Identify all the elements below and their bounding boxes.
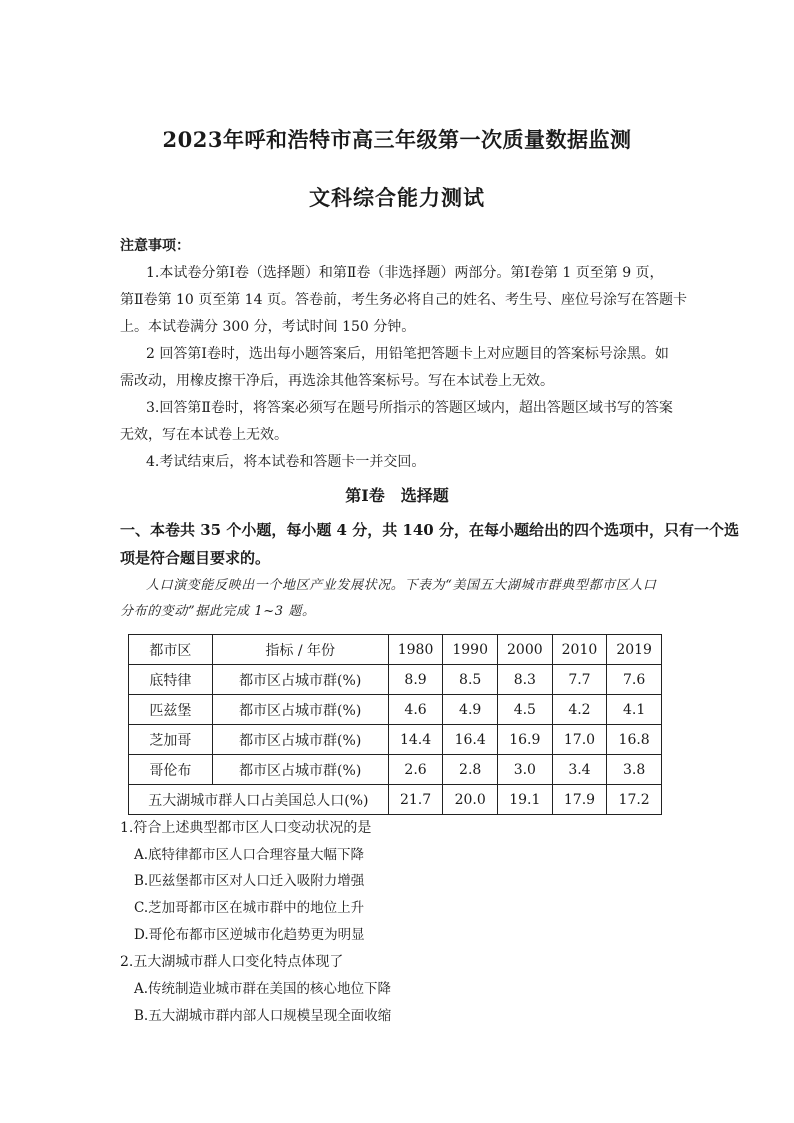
question-stem-text: 分布的变动”据此完成 1~3 题。 bbox=[120, 604, 316, 619]
notice-line: 4.考试结束后，将本试卷和答题卡一并交回。 bbox=[146, 454, 426, 470]
table-cell: 3.8 bbox=[607, 755, 662, 785]
question-1-option-a: A.底特律都市区人口合理容量大幅下降 bbox=[134, 847, 365, 863]
table-cell: 4.5 bbox=[498, 695, 553, 725]
question-1-stem: 1.符合上述典型都市区人口变动状况的是 bbox=[120, 820, 372, 836]
question-1-option-c: C.芝加哥都市区在城市群中的地位上升 bbox=[134, 900, 365, 916]
table-cell: 17.9 bbox=[552, 785, 607, 815]
table-cell: 7.6 bbox=[607, 665, 662, 695]
notice-line: 上。本试卷满分 300 分，考试时间 150 分钟。 bbox=[120, 319, 416, 335]
table-header-cell: 2000 bbox=[498, 635, 553, 665]
section-instruction: 一、本卷共 35 个小题，每小题 4 分，共 140 分，在每小题给出的四个选项中，只有一个选 bbox=[120, 521, 739, 539]
table-cell: 16.9 bbox=[498, 725, 553, 755]
table-header-cell: 1990 bbox=[443, 635, 498, 665]
table-cell: 3.4 bbox=[552, 755, 607, 785]
table-cell: 都市区占城市群(%) bbox=[212, 665, 388, 695]
table-row bbox=[129, 725, 662, 755]
question-2-option-b: B.五大湖城市群内部人口规模呈现全面收缩 bbox=[134, 1008, 392, 1024]
table-cell: 21.7 bbox=[388, 785, 443, 815]
question-2-stem: 2.五大湖城市群人口变化特点体现了 bbox=[120, 954, 344, 970]
table-cell: 芝加哥 bbox=[129, 725, 213, 755]
notice-line: 1.本试卷分第Ⅰ卷（选择题）和第Ⅱ卷（非选择题）两部分。第Ⅰ卷第 1 页至第 9 页， bbox=[146, 265, 664, 281]
table-cell: 16.4 bbox=[443, 725, 498, 755]
notice-line: 3.回答第Ⅱ卷时，将答案必须写在题号所指示的答题区域内，超出答题区域书写的答案 bbox=[146, 400, 673, 416]
section-instruction: 项是符合题目要求的。 bbox=[120, 549, 271, 567]
table-cell: 都市区占城市群(%) bbox=[212, 725, 388, 755]
table-cell: 2.8 bbox=[443, 755, 498, 785]
table-cell: 哥伦布 bbox=[129, 755, 213, 785]
table-cell: 3.0 bbox=[498, 755, 553, 785]
table-cell: 17.0 bbox=[552, 725, 607, 755]
table-cell: 19.1 bbox=[498, 785, 553, 815]
notice-heading: 注意事项： bbox=[120, 238, 190, 254]
table-row bbox=[129, 665, 662, 695]
notice-line: 2 回答第Ⅰ卷时，选出每小题答案后，用铅笔把答题卡上对应题目的答案标号涂黑。如 bbox=[146, 346, 669, 362]
table-cell: 底特律 bbox=[129, 665, 213, 695]
table-cell: 8.9 bbox=[388, 665, 443, 695]
table-cell: 14.4 bbox=[388, 725, 443, 755]
section-title: 第Ⅰ卷 选择题 bbox=[345, 486, 449, 505]
question-2-option-a: A.传统制造业城市群在美国的核心地位下降 bbox=[134, 981, 392, 997]
population-table bbox=[128, 634, 662, 815]
table-cell: 都市区占城市群(%) bbox=[212, 755, 388, 785]
table-cell: 7.7 bbox=[552, 665, 607, 695]
table-cell: 都市区占城市群(%) bbox=[212, 695, 388, 725]
notice-line: 第Ⅱ卷第 10 页至第 14 页。答卷前，考生务必将自己的姓名、考生号、座位号涂写在答题卡 bbox=[120, 292, 687, 308]
table-cell: 2.6 bbox=[388, 755, 443, 785]
question-stem-text: 人口演变能反映出一个地区产业发展状况。下表为“美国五大湖城市群典型都市区人口 bbox=[146, 578, 657, 593]
exam-title: 2023年呼和浩特市高三年级第一次质量数据监测 bbox=[162, 127, 632, 152]
notice-line: 无效，写在本试卷上无效。 bbox=[120, 427, 288, 443]
table-cell: 20.0 bbox=[443, 785, 498, 815]
table-header-cell: 1980 bbox=[388, 635, 443, 665]
table-header-cell: 指标 / 年份 bbox=[212, 635, 388, 665]
table-header-cell: 都市区 bbox=[129, 635, 213, 665]
notice-line: 需改动，用橡皮擦干净后，再选涂其他答案标号。写在本试卷上无效。 bbox=[120, 373, 554, 389]
table-cell: 4.9 bbox=[443, 695, 498, 725]
table-cell: 17.2 bbox=[607, 785, 662, 815]
table-cell: 匹兹堡 bbox=[129, 695, 213, 725]
table-row bbox=[129, 755, 662, 785]
table-cell: 4.2 bbox=[552, 695, 607, 725]
question-1-option-d: D.哥伦布都市区逆城市化趋势更为明显 bbox=[134, 927, 365, 943]
table-row bbox=[129, 695, 662, 725]
table-header-cell: 2010 bbox=[552, 635, 607, 665]
question-1-option-b: B.匹兹堡都市区对人口迁入吸附力增强 bbox=[134, 873, 365, 889]
table-header-cell: 2019 bbox=[607, 635, 662, 665]
table-header-row bbox=[129, 635, 662, 665]
exam-subtitle: 文科综合能力测试 bbox=[309, 185, 485, 210]
table-cell: 8.3 bbox=[498, 665, 553, 695]
table-cell: 4.1 bbox=[607, 695, 662, 725]
table-cell: 4.6 bbox=[388, 695, 443, 725]
table-total-label: 五大湖城市群人口占美国总人口(%) bbox=[129, 785, 389, 815]
table-cell: 16.8 bbox=[607, 725, 662, 755]
table-cell: 8.5 bbox=[443, 665, 498, 695]
table-total-row bbox=[129, 785, 662, 815]
